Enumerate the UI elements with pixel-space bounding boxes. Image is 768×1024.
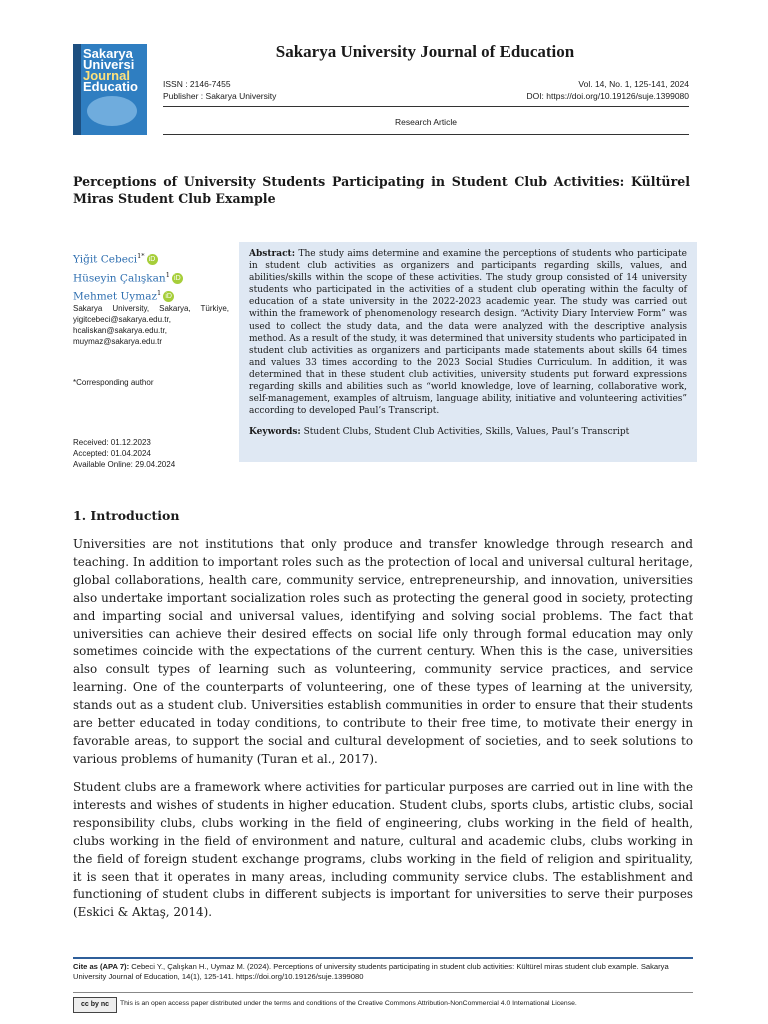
cite-text: Cebeci Y., Çalışkan H., Uymaz M. (2024). Perceptions of university students participating in student club activities: Kültürel miras student club example. Sakarya University Journal of Education, 14(1), 125-141. https://doi.org/10.19126/suje.1399080 [73,962,669,981]
author-name[interactable]: Yiğit Cebeci [73,253,138,266]
citation-block [73,962,693,982]
author-name[interactable]: Hüseyin Çalışkan [73,272,166,284]
affiliation: Sakarya University, Sakarya, Türkiye, yigitcebeci@sakarya.edu.tr, hcaliskan@sakarya.edu.tr, muymaz@sakarya.edu.tr [73,304,229,346]
journal-meta-right [526,78,689,102]
orcid-icon[interactable]: iD [172,273,183,284]
author-list [73,249,183,305]
corresponding-author-note: *Corresponding author [73,378,154,387]
abstract-label: Abstract: [249,249,296,259]
article-dates [73,437,175,470]
cover-artwork [87,96,137,126]
footer-divider [73,992,693,993]
header-divider [163,106,689,107]
author-mark: 1 [165,270,170,279]
orcid-icon[interactable]: iD [163,291,174,302]
header-divider [163,134,689,135]
received-date: Received: 01.12.2023 [73,438,151,447]
cc-license-icon[interactable]: cc by nc [73,997,117,1013]
author-entry [73,286,183,305]
cover-text: Journal [83,68,130,83]
journal-meta-left [163,78,276,102]
cover-spine [73,44,81,135]
author-mark: 1 [157,289,162,297]
publisher: Publisher : Sakarya University [163,91,277,101]
license-text: This is an open access paper distributed under the terms and conditions of the Creative Commons Attribution-NonCommercial 4.0 International License. [120,1000,577,1007]
abstract-body: The study aims determine and examine the perceptions of students who participate in student club activities as organizers and participants regarding skills, values, and abilities/skills within the scope of these activities. The study group consisted of 14 university students who participated in the activities of a student club operating within the faculty of education of a state university in the 2022-2023 academic year. The study was carried out within the framework of phenomenology research design. “Activity Diary Interview Form” was used to collect the study data, and the data were analyzed with the descriptive analysis method. As a result of the study, it was determined that university students who participated in student club activities as organizers and participants made statements about skills 64 times and values 33 times according to the 2023 Social Studies Curriculum. In addition, it was determined that in these student club activities, university students put forward expressions regarding skills and abilities such as “world knowledge, love of learning, collaborative work, self-management, examples of altruism, language ability, initiative and volunteering activities” according to developed Paul’s Transcript. [249,249,687,417]
accepted-date: Accepted: 01.04.2024 [73,449,151,458]
author-mark: 1* [137,252,145,260]
section-heading: 1. Introduction [73,508,180,523]
online-date: Available Online: 29.04.2024 [73,460,176,469]
keywords [249,426,687,438]
cite-label: Cite as (APA 7): [73,962,130,971]
article-title: Perceptions of University Students Participating in Student Club Activities: Kültürel Miras Student Club Example [73,174,690,206]
keywords-list: Student Clubs, Student Club Activities, Skills, Values, Paul’s Transcript [303,427,630,438]
cover-text: Universi [83,57,135,72]
cover-text: Sakarya [83,46,133,61]
article-type: Research Article [395,117,457,127]
journal-cover-image [73,44,147,135]
body-paragraph: Universities are not institutions that only produce and transfer knowledge through research and teaching. In addition to important roles such as the protection of local and universal cultural heritage, global collaborations, health care, community service, entrepreneurship, and innovation, universities also undertake important socialization roles such as protecting the general good in society, protecting and imparting social and universal values, identifying and solving social problems. The fact that universities can achieve their desired effects on social life only through formal education may only sometimes coincide with the expectations of the current century. When this is the case, universities also consult types of learning such as volunteering, community service practices, and service learning. One of the counterparts of volunteering, one of these types of learning at the university, stands out as a student club. Universities establish communities in order to ensure that their students are better educated in today conditions, to contribute to their free time, to motivate their energy in favorable areas, to support the social and cultural development of societies, and to seek solutions to various problems of humanity (Turan et al., 2017). [73,537,693,766]
author-entry [73,268,183,287]
abstract-text [249,248,687,417]
orcid-icon[interactable]: iD [147,254,158,265]
cover-text: Educatio [83,79,138,94]
body-paragraph: Student clubs are a framework where activities for particular purposes are carried out in line with the interests and wishes of students in higher education. Student clubs, sports clubs, artistic clubs, social responsibility clubs, clubs working in the field of engineering, clubs working in the field of health, clubs working in the field of environment and nature, cultural and academic clubs, clubs working in the field of foreign student exchange programs, clubs working in the field of religion and spirituality, it is seen that it operates in many areas, including community service clubs. The establishment and functioning of student clubs in different subjects is important for universities to serve their purposes (Eskici & Aktaş, 2014). [73,780,693,920]
doi-link[interactable]: DOI: https://doi.org/10.19126/suje.1399080 [526,91,689,101]
journal-title: Sakarya University Journal of Education [275,42,575,61]
issn: ISSN : 2146-7455 [163,79,231,89]
author-name[interactable]: Mehmet Uymaz [73,290,157,303]
abstract-box [239,242,697,462]
volume-info: Vol. 14, No. 1, 125-141, 2024 [578,79,689,89]
author-entry [73,249,183,268]
footer-divider [73,957,693,959]
keywords-label: Keywords: [249,427,301,438]
